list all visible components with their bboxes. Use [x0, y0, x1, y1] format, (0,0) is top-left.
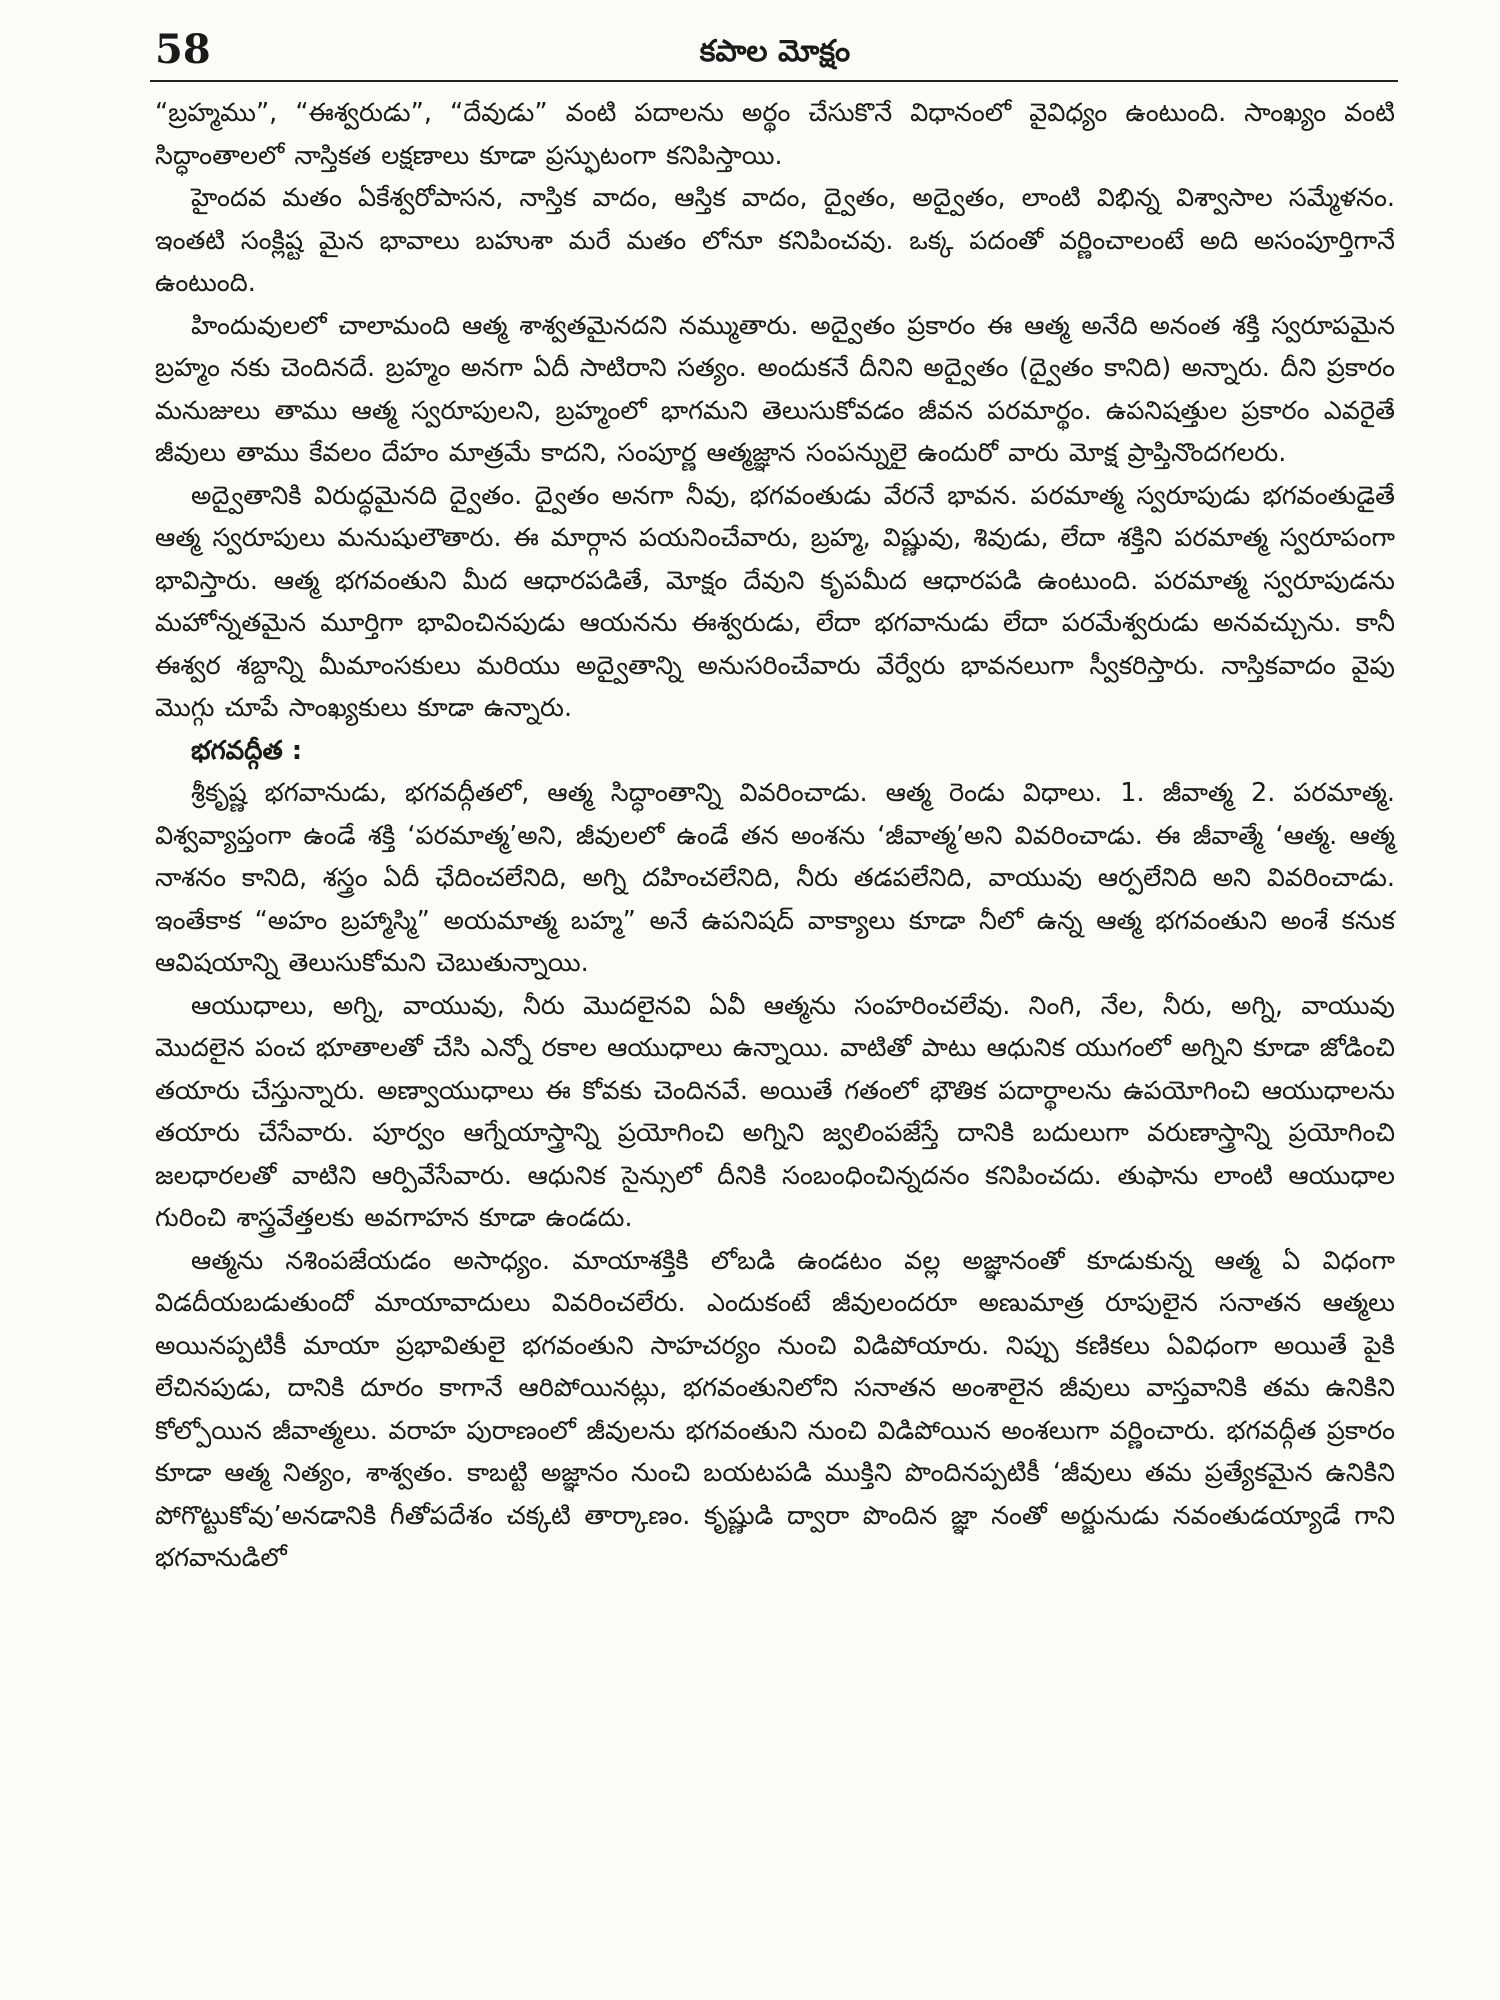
section-paragraph-2: ఆయుధాలు, అగ్ని, వాయువు, నీరు మొదలైనవి ఏవీ ఆత్మను సంహరించలేవు. నింగి, నేల, నీరు, అగ్ని, వాయువు మొదలైన పంచ భూతాలతో చేసి ఎన్నో రకాల ఆయుధాలు ఉన్నాయి. వాటితో పాటు ఆధునిక యుగంలో అగ్నిని కూడా జోడించి తయారు చేస్తున్నారు. అణ్వాయుధాలు ఈ కోవకు చెందినవే. అయితే గతంలో భౌతిక పదార్థాలను ఉపయోగించి ఆయుధాలను తయారు చేసేవారు. పూర్వం ఆగ్నేయాస్త్రాన్ని ప్రయోగించి అగ్నిని జ్వలింపజేస్తే దానికి బదులుగా వరుణాస్త్రాన్ని ప్రయోగించి జలధారలతో వాటిని ఆర్పివేసేవారు. ఆధునిక సైన్సులో దీనికి సంబంధించిన్నదనం కనిపించదు. తుఫాను లాంటి ఆయుధాల గురించి శాస్త్రవేత్తలకు అవగాహన కూడా ఉండదు.	[155, 990, 1395, 1233]
section-paragraph-3: ఆత్మను నశింపజేయడం అసాధ్యం. మాయాశక్తికి లోబడి ఉండటం వల్ల అజ్ఞానంతో కూడుకున్న ఆత్మ ఏ విధంగా విడదీయబడుతుందో మాయావాదులు వివరించలేరు. ఎందుకంటే జీవులందరూ అణుమాత్ర రూపులైన సనాతన ఆత్మలు అయినప్పటికీ మాయా ప్రభావితులై భగవంతుని సాహచర్యం నుంచి విడిపోయారు. నిప్పు కణికలు ఏవిధంగా అయితే పైకి లేచినపుడు, దానికి దూరం కాగానే ఆరిపోయినట్లు, భగవంతునిలోని సనాతన అంశాలైన జీవులు వాస్తవానికి తమ ఉనికిని కోల్పోయిన జీవాత్మలు. వరాహ పురాణంలో జీవులను భగవంతుని నుంచి విడిపోయిన అంశలుగా వర్ణించారు. భగవద్గీత ప్రకారం కూడా ఆత్మ నిత్యం, శాశ్వతం. కాబట్టి అజ్ఞానం నుంచి బయటపడి ముక్తిని పొందినప్పటికీ ‘జీవులు తమ ప్రత్యేకమైన ఉనికిని పోగొట్టుకోవు’అనడానికి గీతోపదేశం చక్కటి తార్కాణం. కృష్ణుడి ద్వారా పొందిన జ్ఞా నంతో అర్జునుడు నవంతుడయ్యాడే గాని భగవానుడిలో	[155, 1245, 1395, 1573]
page-number: 58	[155, 26, 211, 73]
paragraph-2: హైందవ మతం ఏకేశ్వరోపాసన, నాస్తిక వాదం, ఆస్తిక వాదం, ద్వైతం, అద్వైతం, లాంటి విభిన్న విశ్వాసాల సమ్మేళనం. ఇంతటి సంక్లిష్ట మైన భావాలు బహుశా మరే మతం లోనూ కనిపించవు. ఒక్క పదంతో వర్ణించాలంటే అది అసంపూర్తిగానే ఉంటుంది.	[155, 183, 1395, 298]
paragraph-3: హిందువులలో చాలామంది ఆత్మ శాశ్వతమైనదని నమ్ముతారు. అద్వైతం ప్రకారం ఈ ఆత్మ అనేది అనంత శక్తి స్వరూపమైన బ్రహ్మం నకు చెందినదే. బ్రహ్మం అనగా ఏదీ సాటిరాని సత్యం. అందుకనే దీనిని అద్వైతం (ద్వైతం కానిది) అన్నారు. దీని ప్రకారం మనుజులు తాము ఆత్మ స్వరూపులని, బ్రహ్మంలో భాగమని తెలుసుకోవడం జీవన పరమార్థం. ఉపనిషత్తుల ప్రకారం ఎవరైతే జీవులు తాము కేవలం దేహం మాత్రమే కాదని, సంపూర్ణ ఆత్మజ్ఞాన సంపన్నులై ఉందురో వారు మోక్ష ప్రాప్తినొందగలరు.	[155, 310, 1395, 468]
page-body	[155, 92, 1395, 1580]
running-title: కపాల మోక్షం	[699, 34, 851, 69]
header-divider	[150, 80, 1398, 82]
page-header	[155, 20, 1395, 80]
section-heading-bhagavadgita: భగవద్గీత :	[191, 735, 303, 766]
section-paragraph-1: శ్రీకృష్ణ భగవానుడు, భగవద్గీతలో, ఆత్మ సిద్ధాంతాన్ని వివరించాడు. ఆత్మ రెండు విధాలు. 1. జీవాత్మ 2. పరమాత్మ. విశ్వవ్యాప్తంగా ఉండే శక్తి ‘పరమాత్మ’అని, జీవులలో ఉండే తన అంశను ‘జీవాత్మ’అని వివరించాడు. ఈ జీవాత్మే ‘ఆత్మ. ఆత్మ నాశనం కానిది, శస్త్రం ఏదీ ఛేదించలేనిది, అగ్ని దహించలేనిది, నీరు తడపలేనిది, వాయువు ఆర్పలేనిది అని వివరించాడు. ఇంతేకాక “అహం బ్రహ్మాస్మి” అయమాత్మ బహ్మ” అనే ఉపనిషద్ వాక్యాలు కూడా నీలో ఉన్న ఆత్మ భగవంతుని అంశే కనుక ఆవిషయాన్ని తెలుసుకోమని చెబుతున్నాయి.	[155, 778, 1395, 978]
paragraph-4: అద్వైతానికి విరుద్ధమైనది ద్వైతం. ద్వైతం అనగా నీవు, భగవంతుడు వేరనే భావన. పరమాత్మ స్వరూపుడు భగవంతుడైతే ఆత్మ స్వరూపులు మనుషులౌతారు. ఈ మార్గాన పయనించేవారు, బ్రహ్మ, విష్ణువు, శివుడు, లేదా శక్తిని పరమాత్మ స్వరూపంగా భావిస్తారు. ఆత్మ భగవంతుని మీద ఆధారపడితే, మోక్షం దేవుని కృపమీద ఆధారపడి ఉంటుంది. పరమాత్మ స్వరూపుడను మహోన్నతమైన మూర్తిగా భావించినపుడు ఆయనను ఈశ్వరుడు, లేదా భగవానుడు లేదా పరమేశ్వరుడు అనవచ్చును. కానీ ఈశ్వర శబ్దాన్ని మీమాంసకులు మరియు అద్వైతాన్ని అనుసరించేవారు వేర్వేరు భావనలుగా స్వీకరిస్తారు. నాస్తికవాదం వైపు మొగ్గు చూపే సాంఖ్యకులు కూడా ఉన్నారు.	[155, 480, 1395, 723]
paragraph-1: “బ్రహ్మము”, “ఈశ్వరుడు”, “దేవుడు” వంటి పదాలను అర్థం చేసుకొనే విధానంలో వైవిధ్యం ఉంటుంది. సాంఖ్యం వంటి సిద్ధాంతాలలో నాస్తికత లక్షణాలు కూడా ప్రస్ఫుటంగా కనిపిస్తాయి.	[155, 98, 1395, 171]
